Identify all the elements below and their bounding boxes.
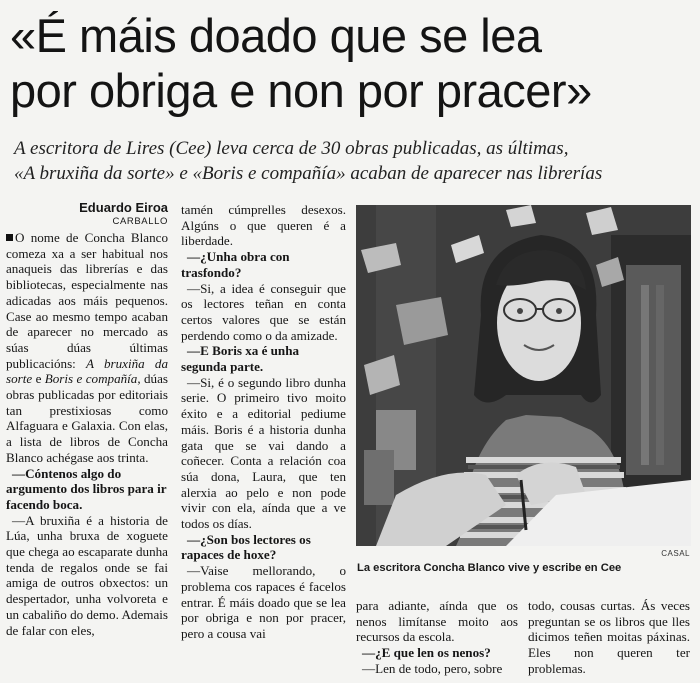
answer-5: —Len de todo, pero, sobre xyxy=(362,660,503,676)
question-1: —Cóntenos algo do argumento dos libros para ir facendo boca. xyxy=(6,465,167,512)
answer-3: —Si, é o segundo libro dunha serie. O primeiro tivo moito éxito e a editorial pediume máis. Boris é a historia dunha gata que se vai dando a coñecer. Conta a relación coa súa dona, Laura, que ten alerxia ao pelo e non pode vivir con ela, aínda que a ve todos os días. xyxy=(181,374,346,532)
subheadline-line-1: A escritora de Lires (Cee) leva cerca de 30 obras publicadas, as últimas, xyxy=(14,138,569,159)
question-4: —¿Son bos lectores os rapaces de hoxe? xyxy=(181,531,311,563)
author-photo xyxy=(356,205,691,546)
book-title-bruxina: A bruxiña da sorte xyxy=(6,355,168,387)
answer-1: —A bruxiña é a historia de Lúa, unha bruxa de xoguete que chega ao escaparate dunha tenda de regalos onde se fai amiga de outros obxectos: un despertador, unha volvoreta e un cabaliño do demo. Ademais de falar con eles, xyxy=(6,512,168,638)
article-column-1 xyxy=(6,200,168,638)
subheadline xyxy=(14,136,694,186)
question-5: —¿E que len os nenos? xyxy=(362,645,491,661)
byline-author: Eduardo Eiroa xyxy=(79,200,168,215)
question-3: —E Boris xa é unha segunda parte. xyxy=(181,343,300,375)
article-column-3 xyxy=(356,598,518,677)
book-title-boris: Boris e compañía xyxy=(44,371,138,387)
article-column-2 xyxy=(181,202,346,642)
author-portrait-image xyxy=(356,205,691,546)
intro-paragraph: O nome de Concha Blanco comeza xa a ser habitual nos anaqueis das librerías e das bibliotecas, especialmente nas adicadas aos máis pequenos. Case ao mesmo tempo acaban de aparecer no mercado as súas dúas últimas publicacións: A bruxiña da sorte e Boris e compañía, dúas obras publicadas por editoriais tan prestixiosas como Alfaguara e Galaxia. Con elas, a lista de libros de Concha Blanco achégase aos trinta. xyxy=(6,230,169,465)
answer-4: —Vaise mellorando, o problema cos rapaces é facelos entrar. É máis doado que se lea por obriga e non por pracer, pero a cousa vai xyxy=(181,563,346,641)
photo-caption: La escritora Concha Blanco vive y escribe en Cee xyxy=(357,562,622,574)
paragraph-marker-square xyxy=(6,234,13,241)
article-column-4 xyxy=(528,598,690,677)
answer-5-continued: todo, cousas curtas. Ás veces preguntan se os libros que lles dicimos teñen moitas páxinas. Eles non queren ter problemas. xyxy=(528,598,690,676)
subheadline-line-2: «A bruxiña da sorte» e «Boris e compañía» acaban de aparecer nas librerías xyxy=(14,163,603,184)
headline-line-2: por obriga e non por pracer» xyxy=(10,64,592,117)
answer-1-continued: tamén cúmprelles desexos. Algúns o que queren é a liberdade. xyxy=(181,202,346,249)
byline-place: CARBALLO xyxy=(112,216,168,227)
question-2: —¿Unha obra con trasfondo? xyxy=(181,249,290,280)
headline xyxy=(10,8,694,118)
answer-4-continued: para adiante, aínda que os nenos limítanse moito aos recursos da escola. xyxy=(356,598,518,645)
answer-2: —Si, a idea é conseguir que os lectores teñan en conta certos valores que se están perdendo como o da amizade. xyxy=(181,280,346,343)
photo-credit: CASAL xyxy=(661,549,690,558)
headline-line-1: «É máis doado que se lea xyxy=(10,9,542,62)
